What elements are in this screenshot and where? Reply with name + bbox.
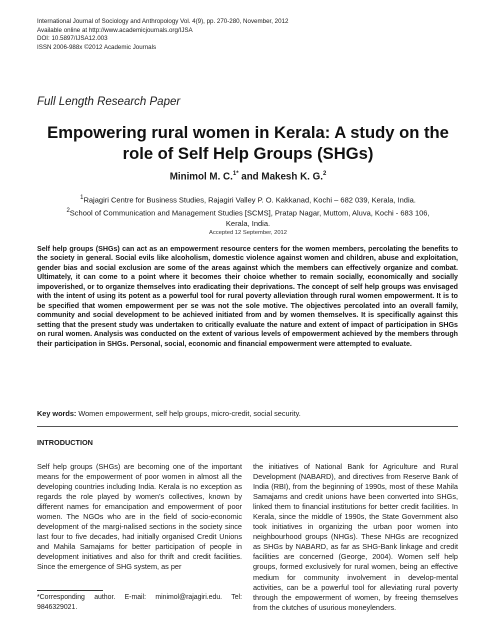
- author-line: [30, 171, 466, 182]
- journal-issn: ISSN 2006-988x ©2012 Academic Journals: [37, 43, 157, 51]
- author-conjunction: and: [238, 171, 262, 183]
- affiliations: [60, 193, 436, 230]
- corresponding-author-footnote: *Corresponding author. E-mail: minimol@rajagiri.edu. Tel: 9846329021.: [37, 594, 242, 611]
- journal-url[interactable]: Available online at http://www.academicjournals.org/IJSA: [37, 26, 193, 34]
- journal-masthead: [37, 18, 457, 52]
- journal-doi: DOI: 10.5897/IJSA12.003: [37, 35, 108, 43]
- author-2-name: Makesh K. G.: [261, 171, 323, 183]
- keywords: [37, 409, 458, 418]
- paper-title: Empowering rural women in Kerala: A study on the role of Self Help Groups (SHGs): [47, 123, 449, 163]
- keywords-label: Key words:: [37, 409, 77, 418]
- author-2-affil-mark: 2: [322, 171, 327, 177]
- section-divider: [37, 426, 458, 427]
- footnote-divider: [37, 590, 103, 591]
- affiliation-1: $^1$Rajagiri Centre for Business Studies, Rajagiri Valley P. O. Kakkanad, Kochi – 682 039, Kerala, India.: [80, 195, 416, 205]
- accepted-date: Accepted 12 September, 2012: [209, 230, 287, 236]
- keywords-text: Women empowerment, self help groups, micro-credit, social security.: [76, 409, 301, 418]
- author-1-name: Minimol M. C.: [169, 171, 233, 183]
- introduction-column-left: Self help groups (SHGs) are becoming one of the important means for the empowerment of poor women in almost all the developing countries including India. Kerala is no exception as regards the role played by women's collectives, known by different names for emancipation and empowerment of poor women. The NGOs who are in the field of socio-economic development of the margi-nalised sections in the society since last four to five decades, had initially organised Credit Unions and Mahila Samajams for better participation of people in development initiatives and also for thrift and credit facilities. Since the emergence of SHG system, as per: [37, 462, 242, 572]
- introduction-heading: INTRODUCTION: [37, 438, 93, 447]
- article-type: Full Length Research Paper: [37, 96, 181, 108]
- author-1-affil-mark: 1*: [232, 171, 239, 177]
- journal-citation: International Journal of Sociology and Anthropology Vol. 4(9), pp. 270-280, November, 2012: [37, 18, 289, 25]
- affiliation-2: $^2$School of Communication and Management Studies [SCMS], Pratap Nagar, Muttom, Aluva, Kochi - 683 106, Kerala, India.: [66, 208, 430, 228]
- abstract: Self help groups (SHGs) can act as an empowerment resource centers for the women members, percolating the benefits to the society in general. Social evils like alcoholism, domestic violence against women and children, abuse and exploitation, gender bias and social exclusion are some of the areas against which the members can effectively organize and combat. Ultimately, it can come to a point where it becomes their choice whether to remain socially, economically and socially impoverished, or to organize themselves into eradicating their deprivations. The concept of self help groups was envisaged with the intent of using its potent as a powerful tool for rural poverty alleviation through rural women empowerment. It is to be specified that women empowerment per se was not the sole motive. The objectives percolated into an overall family, community and social development to be achieved initiated from and by women themselves. It is specifically against this setting that the present study was undertaken to critically evaluate the nature and extent of impact of participation in SHGs on rural women. Analysis was conducted on the extent of various levels of empowerment achieved by the members through their participation in SHGs. Personal, social, economic and financial empowerment were attempted to evaluate.: [37, 245, 458, 348]
- introduction-column-right: the initiatives of National Bank for Agriculture and Rural Development (NABARD), and directives from Reserve Bank of India (RBI), from the beginning of 1990s, most of these Mahila Samajams and credit unions have been converted into SHGs, linked them to financial institutions for better credit facilities. In Kerala, since the middle of 1990s, the State Government also took initiatives in organizing the urban poor women into neighbourhood groups (NHGs). These NHGs are recognized as SHGs by NABARD, as far as SHG-Bank linkage and credit facilities are concerned (George, 2004). Women self help groups, formed exclusively for rural women, being an effective medium for community involvement in develop-mental activities, can be a powerful tool for alleviating rural poverty through the empowerment of women, by freeing themselves from the clutches of usurious moneylenders.: [253, 462, 458, 612]
